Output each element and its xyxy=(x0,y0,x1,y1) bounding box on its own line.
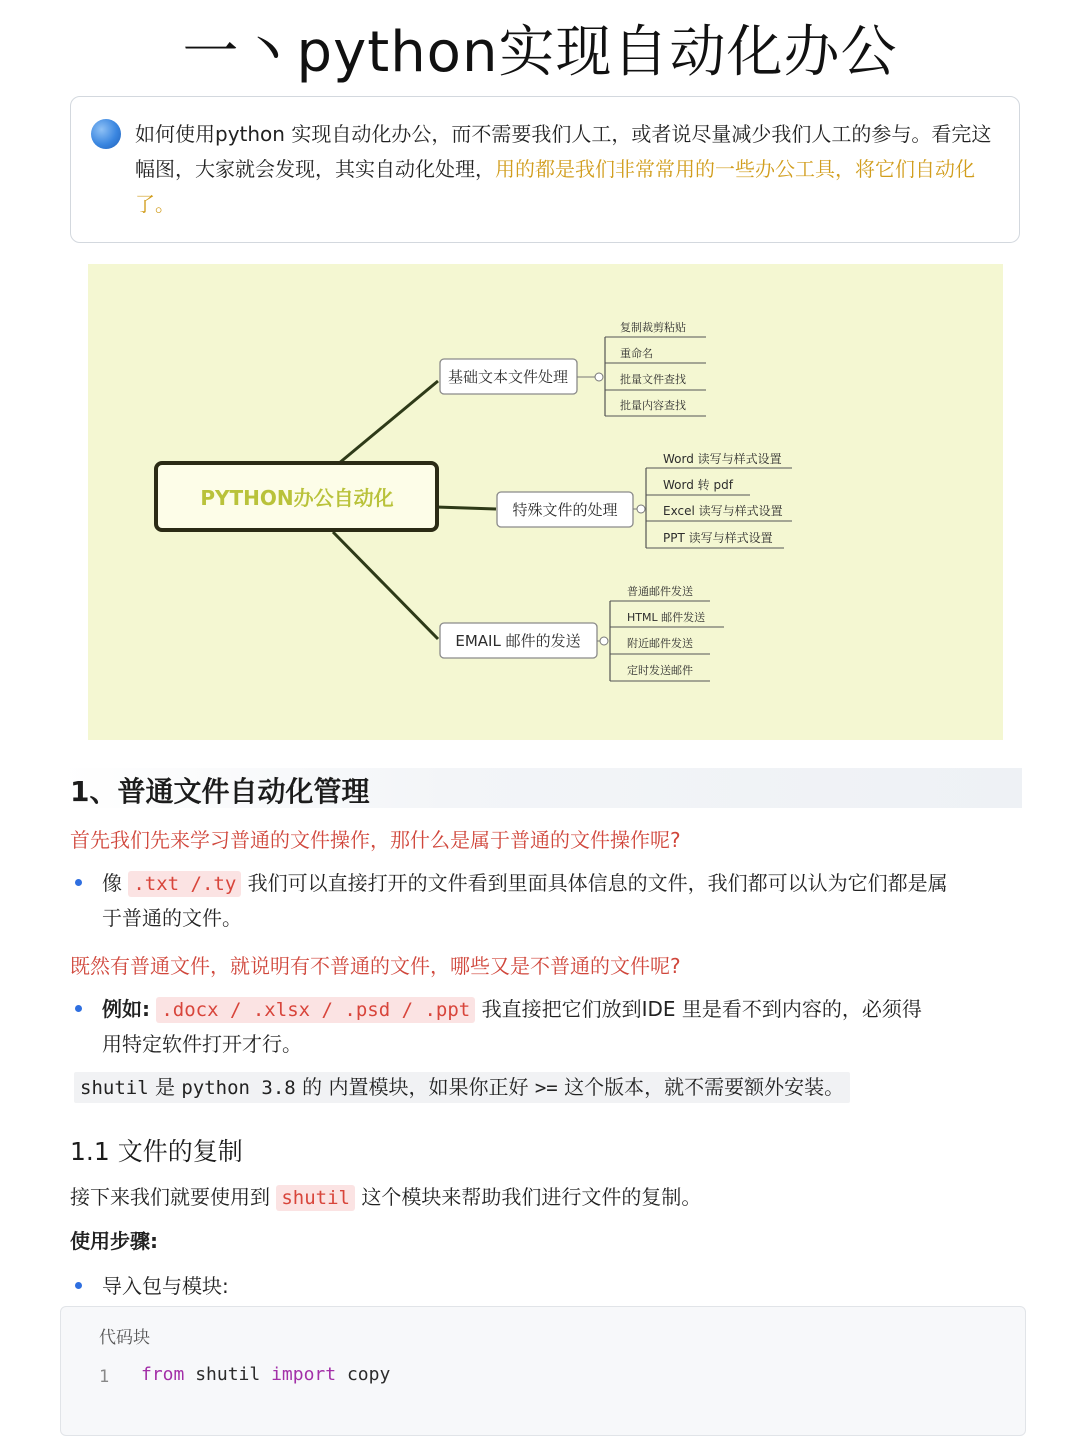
code-block-label: 代码块 xyxy=(99,1328,150,1348)
leaf-3-2: HTML 邮件发送 xyxy=(627,611,706,624)
bullet-dot xyxy=(75,1282,82,1289)
callout-plain-text: 如何使用python 实现自动化办公，而不需要我们人工，或者说尽量减少我们人工的参与。看完这幅图，大家就会发现，其实自动化处理， xyxy=(135,122,992,181)
code-line-number: 1 xyxy=(99,1367,110,1387)
list-item-prefix: 像 xyxy=(102,871,122,895)
question-1: 首先我们先来学习普通的文件操作，那什么是属于普通的文件操作呢? xyxy=(70,828,681,852)
inline-code-extensions: .docx / .xlsx / .psd / .ppt xyxy=(156,997,475,1023)
inline-code-shutil: shutil xyxy=(276,1185,355,1211)
branch-1-label: 基础文本文件处理 xyxy=(447,368,569,386)
branch-3-label: EMAIL 邮件的发送 xyxy=(455,632,581,650)
list-item-text: 我们可以直接打开的文件看到里面具体信息的文件，我们都可以认为它们都是属 xyxy=(247,871,948,895)
leaf-3-3: 附近邮件发送 xyxy=(627,637,693,650)
bullet-dot xyxy=(75,1005,82,1012)
callout-text xyxy=(135,117,1005,222)
shutil-note-text-3: 内置模块，如果你正好 xyxy=(328,1075,529,1099)
leaf-2-2: Word 转 pdf xyxy=(663,478,733,492)
branch-3-collapse-handle xyxy=(600,637,608,645)
list-item-text-cont: 于普通的文件。 xyxy=(102,906,242,930)
leaf-1-3: 批量文件查找 xyxy=(620,373,686,386)
connector-branch-1 xyxy=(338,381,438,464)
page-title: 一丶python实现自动化办公 xyxy=(182,20,898,85)
shutil-note-text-1: 是 xyxy=(155,1075,175,1099)
leaf-3-4: 定时发送邮件 xyxy=(627,664,693,677)
leaf-1-4: 批量内容查找 xyxy=(620,399,686,412)
shutil-note xyxy=(74,1072,850,1103)
mindmap-diagram xyxy=(88,264,1003,740)
module-name: shutil xyxy=(195,1364,261,1385)
root-node-label: PYTHON办公自动化 xyxy=(200,486,394,510)
intro-prefix: 接下来我们就要使用到 xyxy=(70,1185,270,1209)
leaf-2-3: Excel 读写与样式设置 xyxy=(663,504,783,518)
imported-name: copy xyxy=(346,1364,391,1385)
section-1-heading xyxy=(60,768,1022,808)
bullet-dot xyxy=(75,879,82,886)
leaf-1-1: 复制裁剪粘贴 xyxy=(620,321,686,334)
shutil-note-text-2: 的 xyxy=(302,1075,323,1099)
list-item-text-cont: 用特定软件打开才行。 xyxy=(102,1032,302,1056)
section-1-heading-text: 1、普通文件自动化管理 xyxy=(70,775,370,808)
shutil-note-code-2: python 3.8 xyxy=(181,1077,296,1099)
code-block[interactable] xyxy=(60,1306,1026,1436)
connector-branch-2 xyxy=(436,507,496,509)
branch-2-collapse-handle xyxy=(637,505,645,513)
leaf-1-2: 重命名 xyxy=(620,347,653,360)
branch-2-label: 特殊文件的处理 xyxy=(512,501,618,519)
steps-label: 使用步骤: xyxy=(70,1229,158,1253)
leaf-3-1: 普通邮件发送 xyxy=(627,585,693,598)
code-line xyxy=(141,1364,390,1385)
globe-icon xyxy=(91,119,121,149)
list-item-special-files xyxy=(102,992,1022,1061)
mindmap-svg xyxy=(88,264,1003,740)
shutil-note-code-1: shutil xyxy=(80,1077,149,1099)
section-1-1-heading: 1.1 文件的复制 xyxy=(70,1137,243,1166)
shutil-note-code-3: >= xyxy=(534,1077,558,1099)
section-1-1-intro xyxy=(70,1180,701,1215)
callout-highlight-text: 用的都是我们非常常用的一些办公工具，将它们自动化了。 xyxy=(135,157,975,216)
branch-1-collapse-handle xyxy=(595,373,603,381)
list-item-prefix: 例如: xyxy=(102,997,150,1021)
leaf-2-1: Word 读写与样式设置 xyxy=(663,452,782,466)
shutil-note-text-4: 这个版本，就不需要额外安装。 xyxy=(564,1075,845,1099)
step-1: 导入包与模块: xyxy=(102,1274,229,1298)
info-callout xyxy=(70,96,1020,243)
question-2: 既然有普通文件，就说明有不普通的文件，哪些又是不普通的文件呢? xyxy=(70,954,681,978)
list-item-text: 我直接把它们放到IDE 里是看不到内容的，必须得 xyxy=(481,997,922,1021)
inline-code-txt: .txt /.ty xyxy=(128,871,241,897)
keyword-import: import xyxy=(271,1364,337,1385)
connector-branch-3 xyxy=(333,532,438,639)
intro-suffix: 这个模块来帮助我们进行文件的复制。 xyxy=(361,1185,702,1209)
list-item-plain-files xyxy=(102,866,1022,935)
leaf-2-4: PPT 读写与样式设置 xyxy=(663,531,773,545)
keyword-from: from xyxy=(141,1364,185,1385)
